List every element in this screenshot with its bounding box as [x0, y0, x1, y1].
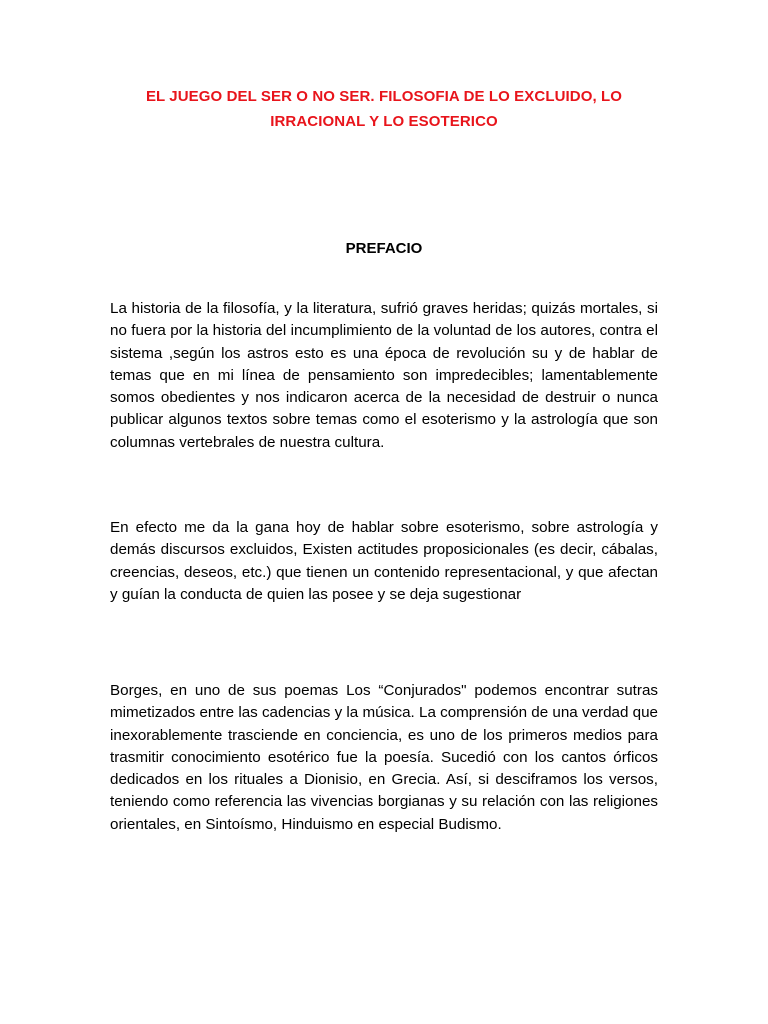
paragraph-1: La historia de la filosofía, y la literatura, sufrió graves heridas; quizás mortales, si no fuera por la historia del incumplimiento de la voluntad de los autores, contra el sistema ,según los astros esto es una época de revolución su y de hablar de temas que en mi línea de pensamiento son impredecibles; lamentablemente somos obedientes y nos indicaron acerca de la necesidad de destruir o nunca publicar algunos textos sobre temas como el esoterismo y la astrología que son columnas vertebrales de nuestra cultura. — [110, 300, 658, 451]
section-heading-prefacio: PREFACIO — [345, 240, 423, 257]
paragraph-3: Borges, en uno de sus poemas Los “Conjurados" podemos encontrar sutras mimetizados entre las cadencias y la música. La comprensión de una verdad que inexorablemente trasciende en conciencia, es uno de los primeros medios para trasmitir conocimiento esotérico fue la poesía. Sucedió con los cantos órficos dedicados en los rituales a Dionisio, en Grecia. Así, si desciframos los versos, teniendo como referencia las vivencias borgianas y su relación con las religiones orientales, en Sintoísmo, Hinduismo en especial Budismo. — [110, 682, 658, 833]
paragraph-2: En efecto me da la gana hoy de hablar sobre esoterismo, sobre astrología y demás discursos excluidos, Existen actitudes proposicionales (es decir, cábalas, creencias, deseos, etc.) que tienen un contenido representacional, y que afectan y guían la conducta de quien las posee y se deja sugestionar — [110, 519, 658, 603]
document-title: EL JUEGO DEL SER O NO SER. FILOSOFIA DE LO EXCLUIDO, LO IRRACIONAL Y LO ESOTERICO — [145, 88, 623, 130]
